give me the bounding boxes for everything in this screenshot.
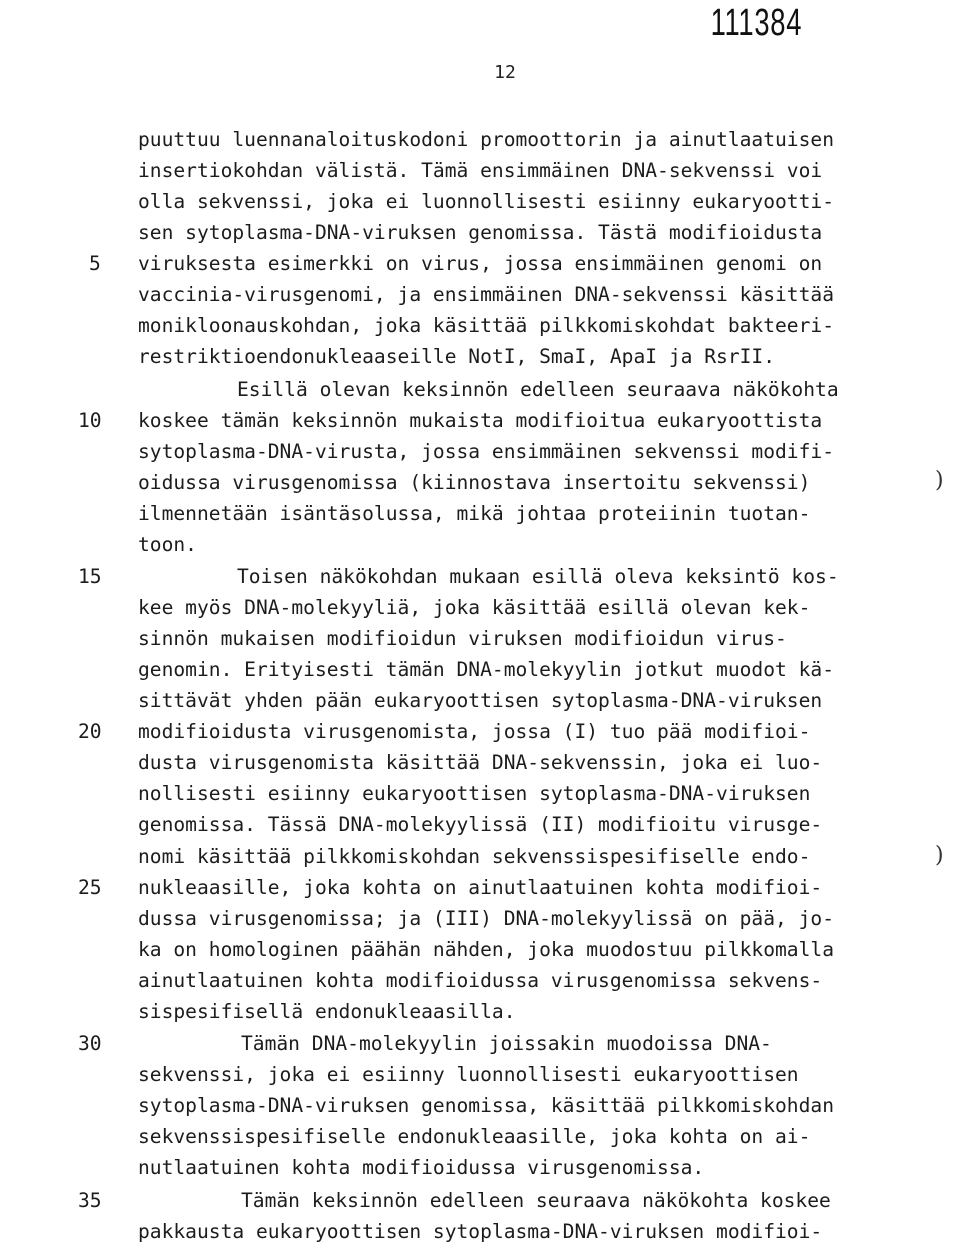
text-line: sekvenssispesifiselle endonukleaasille, joka kohta on ai- — [138, 1125, 811, 1148]
text-line: sekvenssi, joka ei esiinny luonnollisesti eukaryoottisen — [138, 1063, 799, 1086]
text-line: modifioidusta virusgenomista, jossa (I) tuo pää modifioi- — [138, 720, 811, 743]
margin-mark: ) — [935, 468, 944, 493]
text-line: sytoplasma-DNA-virusta, jossa ensimmäinen sekvenssi modifi- — [138, 440, 834, 463]
text-line: dussa virusgenomissa; ja (III) DNA-molekyylissä on pää, jo- — [138, 907, 834, 930]
text-line: nutlaatuinen kohta modifioidussa virusgenomissa. — [138, 1156, 705, 1179]
margin-mark: ) — [935, 843, 944, 868]
text-line: nukleaasille, joka kohta on ainutlaatuinen kohta modifioi- — [138, 876, 823, 899]
text-line: puuttuu luennanaloituskodoni promoottorin ja ainutlaatuisen — [138, 128, 834, 151]
text-line: sen sytoplasma-DNA-viruksen genomissa. Tästä modifioidusta — [138, 221, 823, 244]
text-line: nollisesti esiinny eukaryoottisen sytoplasma-DNA-viruksen — [138, 782, 811, 805]
patent-number: 111384 — [710, 2, 802, 44]
text-line: insertiokohdan välistä. Tämä ensimmäinen DNA-sekvenssi voi — [138, 159, 823, 182]
text-line: Esillä olevan keksinnön edelleen seuraava näkökohta — [237, 378, 839, 401]
text-line: pakkausta eukaryoottisen sytoplasma-DNA-viruksen modifioi- — [138, 1220, 823, 1243]
line-number: 35 — [78, 1189, 102, 1212]
text-line: ka on homologinen päähän nähden, joka muodostuu pilkkomalla — [138, 938, 834, 961]
text-line: Toisen näkökohdan mukaan esillä oleva keksintö kos- — [237, 565, 839, 588]
text-line: sytoplasma-DNA-viruksen genomissa, käsittää pilkkomiskohdan — [138, 1094, 834, 1117]
text-line: vaccinia-virusgenomi, ja ensimmäinen DNA-sekvenssi käsittää — [138, 283, 834, 306]
text-line: dusta virusgenomista käsittää DNA-sekvenssin, joka ei luo- — [138, 751, 823, 774]
line-number: 30 — [78, 1032, 102, 1055]
text-line: oidussa virusgenomissa (kiinnostava insertoitu sekvenssi) — [138, 471, 811, 494]
text-line: ilmennetään isäntäsolussa, mikä johtaa proteiinin tuotan- — [138, 502, 811, 525]
line-number: 15 — [78, 565, 102, 588]
text-line: genomissa. Tässä DNA-molekyylissä (II) modifioitu virusge- — [138, 813, 823, 836]
text-line: olla sekvenssi, joka ei luonnollisesti esiinny eukaryootti- — [138, 190, 834, 213]
line-number: 5 — [89, 252, 101, 275]
text-line: restriktioendonukleaaseille NotI, SmaI, ApaI ja RsrII. — [138, 345, 776, 368]
page-number: 12 — [494, 62, 516, 83]
text-line: koskee tämän keksinnön mukaista modifioitua eukaryoottista — [138, 409, 823, 432]
text-line: genomin. Erityisesti tämän DNA-molekyylin jotkut muodot kä- — [138, 658, 834, 681]
text-line: kee myös DNA-molekyyliä, joka käsittää esillä olevan kek- — [138, 596, 811, 619]
text-line: Tämän keksinnön edelleen seuraava näkökohta koskee — [241, 1189, 831, 1212]
text-line: viruksesta esimerkki on virus, jossa ensimmäinen genomi on — [138, 252, 823, 275]
line-number: 20 — [78, 720, 102, 743]
line-number: 25 — [78, 876, 102, 899]
text-line: Tämän DNA-molekyylin joissakin muodoissa DNA- — [241, 1032, 772, 1055]
line-number: 10 — [78, 409, 102, 432]
text-line: sinnön mukaisen modifioidun viruksen modifioidun virus- — [138, 627, 787, 650]
text-line: monikloonauskohdan, joka käsittää pilkkomiskohdat bakteeri- — [138, 314, 834, 337]
text-line: sispesifisellä endonukleaasilla. — [138, 1000, 516, 1023]
text-line: toon. — [138, 533, 197, 556]
text-line: ainutlaatuinen kohta modifioidussa virusgenomissa sekvens- — [138, 969, 823, 992]
text-line: nomi käsittää pilkkomiskohdan sekvenssispesifiselle endo- — [138, 845, 811, 868]
text-line: sittävät yhden pään eukaryoottisen sytoplasma-DNA-viruksen — [138, 689, 823, 712]
